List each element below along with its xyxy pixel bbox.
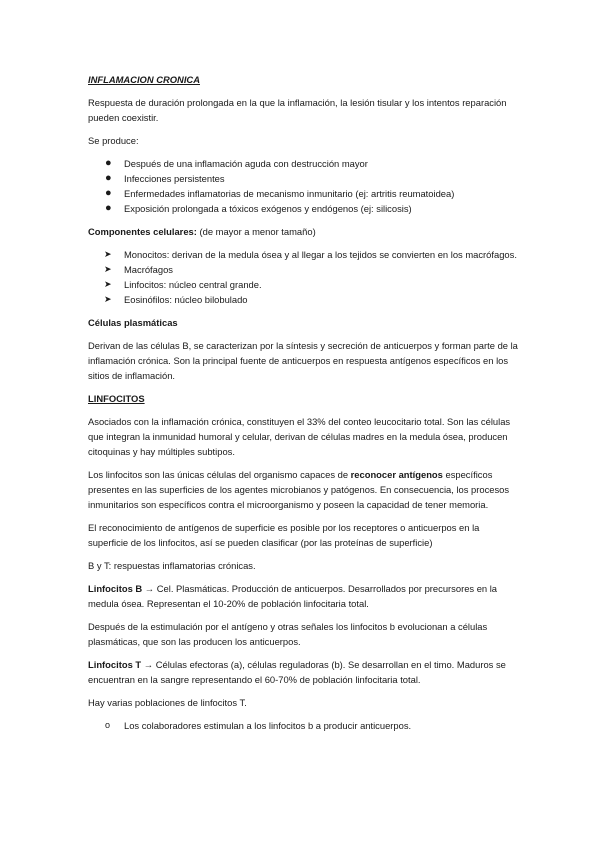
bullet-icon: ● (105, 202, 112, 214)
linfocitos-t-paragraph: Linfocitos T → Células efectoras (a), células reguladoras (b). Se desarrollan en el timo. Maduros se encuentran en la sangre representando el 60-70% de población linfocitaria total. (88, 659, 506, 685)
document-page (88, 72, 520, 741)
bullet-icon: ● (105, 187, 112, 199)
document-title: INFLAMACION CRONICA (88, 74, 200, 85)
linfocitos-paragraph-2: Los linfocitos son las únicas células del organismo capaces de reconocer antígenos específicos presentes en las superficies de los agentes microbianos y patógenos. En consecuencia, los procesos inmunitarios son específicos contra el microorganismo y poseen la capacidad de tener memoria. (88, 469, 510, 510)
bullet-icon: ● (105, 172, 112, 184)
components-heading: Componentes celulares: (de mayor a menor tamaño) (88, 226, 316, 237)
intro-paragraph: Respuesta de duración prolongada en la que la inflamación, la lesión tisular y los intentos reparación pueden coexistir. (88, 97, 507, 123)
list-item: ● Después de una inflamación aguda con destrucción mayor (105, 157, 368, 169)
plasma-paragraph: Derivan de las células B, se caracterizan por la síntesis y secreción de anticuerpos y forman parte de la inflamación crónica. Son la principal fuente de anticuerpos en respuesta antígenos específicos en los sitios de inflamación. (88, 340, 518, 381)
arrow-bullet-icon: ➤ (104, 294, 112, 304)
linfocitos-b-paragraph: Linfocitos B → Cel. Plasmáticas. Producción de anticuerpos. Desarrollados por precursores en la medula ósea. Representan el 10-20% de población linfocitaria total. (88, 583, 498, 609)
circle-bullet-icon: o (105, 720, 111, 730)
linfocitos-paragraph-1: Asociados con la inflamación crónica, constituyen el 33% del conteo leucocitario total. Son las células que integran la inmunidad humoral y celular, derivan de células madres en la medula ósea, producen citoquinas y hay múltiples subtipos. (88, 416, 511, 457)
list-item: ● Infecciones persistentes (105, 172, 225, 184)
list-item: ● Exposición prolongada a tóxicos exógenos y endógenos (ej: silicosis) (105, 202, 412, 214)
plasma-heading: Células plasmáticas (88, 317, 178, 328)
linfocitos-paragraph-5: Después de la estimulación por el antígeno y otras señales los linfocitos b evolucionan a células plasmáticas, que son las producen los anticuerpos. (88, 621, 488, 647)
t-populations-list (88, 718, 520, 733)
se-produce-label: Se produce: (88, 135, 139, 146)
causes-list (88, 156, 520, 216)
list-item: o Los colaboradores estimulan a los linfocitos b a producir anticuerpos. (105, 720, 412, 731)
components-list (88, 247, 520, 307)
linfocitos-paragraph-3: El reconocimiento de antígenos de superficie es posible por los receptores o anticuerpos en la superficie de los linfocitos, así se pueden clasificar (por las proteínas de superficie) (88, 522, 480, 548)
linfocitos-paragraph-4: B y T: respuestas inflamatorias crónicas. (88, 560, 256, 571)
list-item: ➤ Monocitos: derivan de la medula ósea y al llegar a los tejidos se convierten en los macrófagos. (104, 249, 517, 260)
arrow-bullet-icon: ➤ (104, 249, 112, 259)
list-item: ● Enfermedades inflamatorias de mecanismo inmunitario (ej: artritis reumatoidea) (105, 187, 455, 199)
arrow-bullet-icon: ➤ (104, 279, 112, 289)
bullet-icon: ● (105, 157, 112, 169)
linfocitos-heading: LINFOCITOS (88, 393, 145, 404)
list-item: ➤ Linfocitos: núcleo central grande. (104, 279, 262, 290)
list-item: ➤ Macrófagos (104, 264, 173, 275)
arrow-bullet-icon: ➤ (104, 264, 112, 274)
list-item: ➤ Eosinófilos: núcleo bilobulado (104, 294, 248, 305)
linfocitos-paragraph-6: Hay varias poblaciones de linfocitos T. (88, 697, 247, 708)
